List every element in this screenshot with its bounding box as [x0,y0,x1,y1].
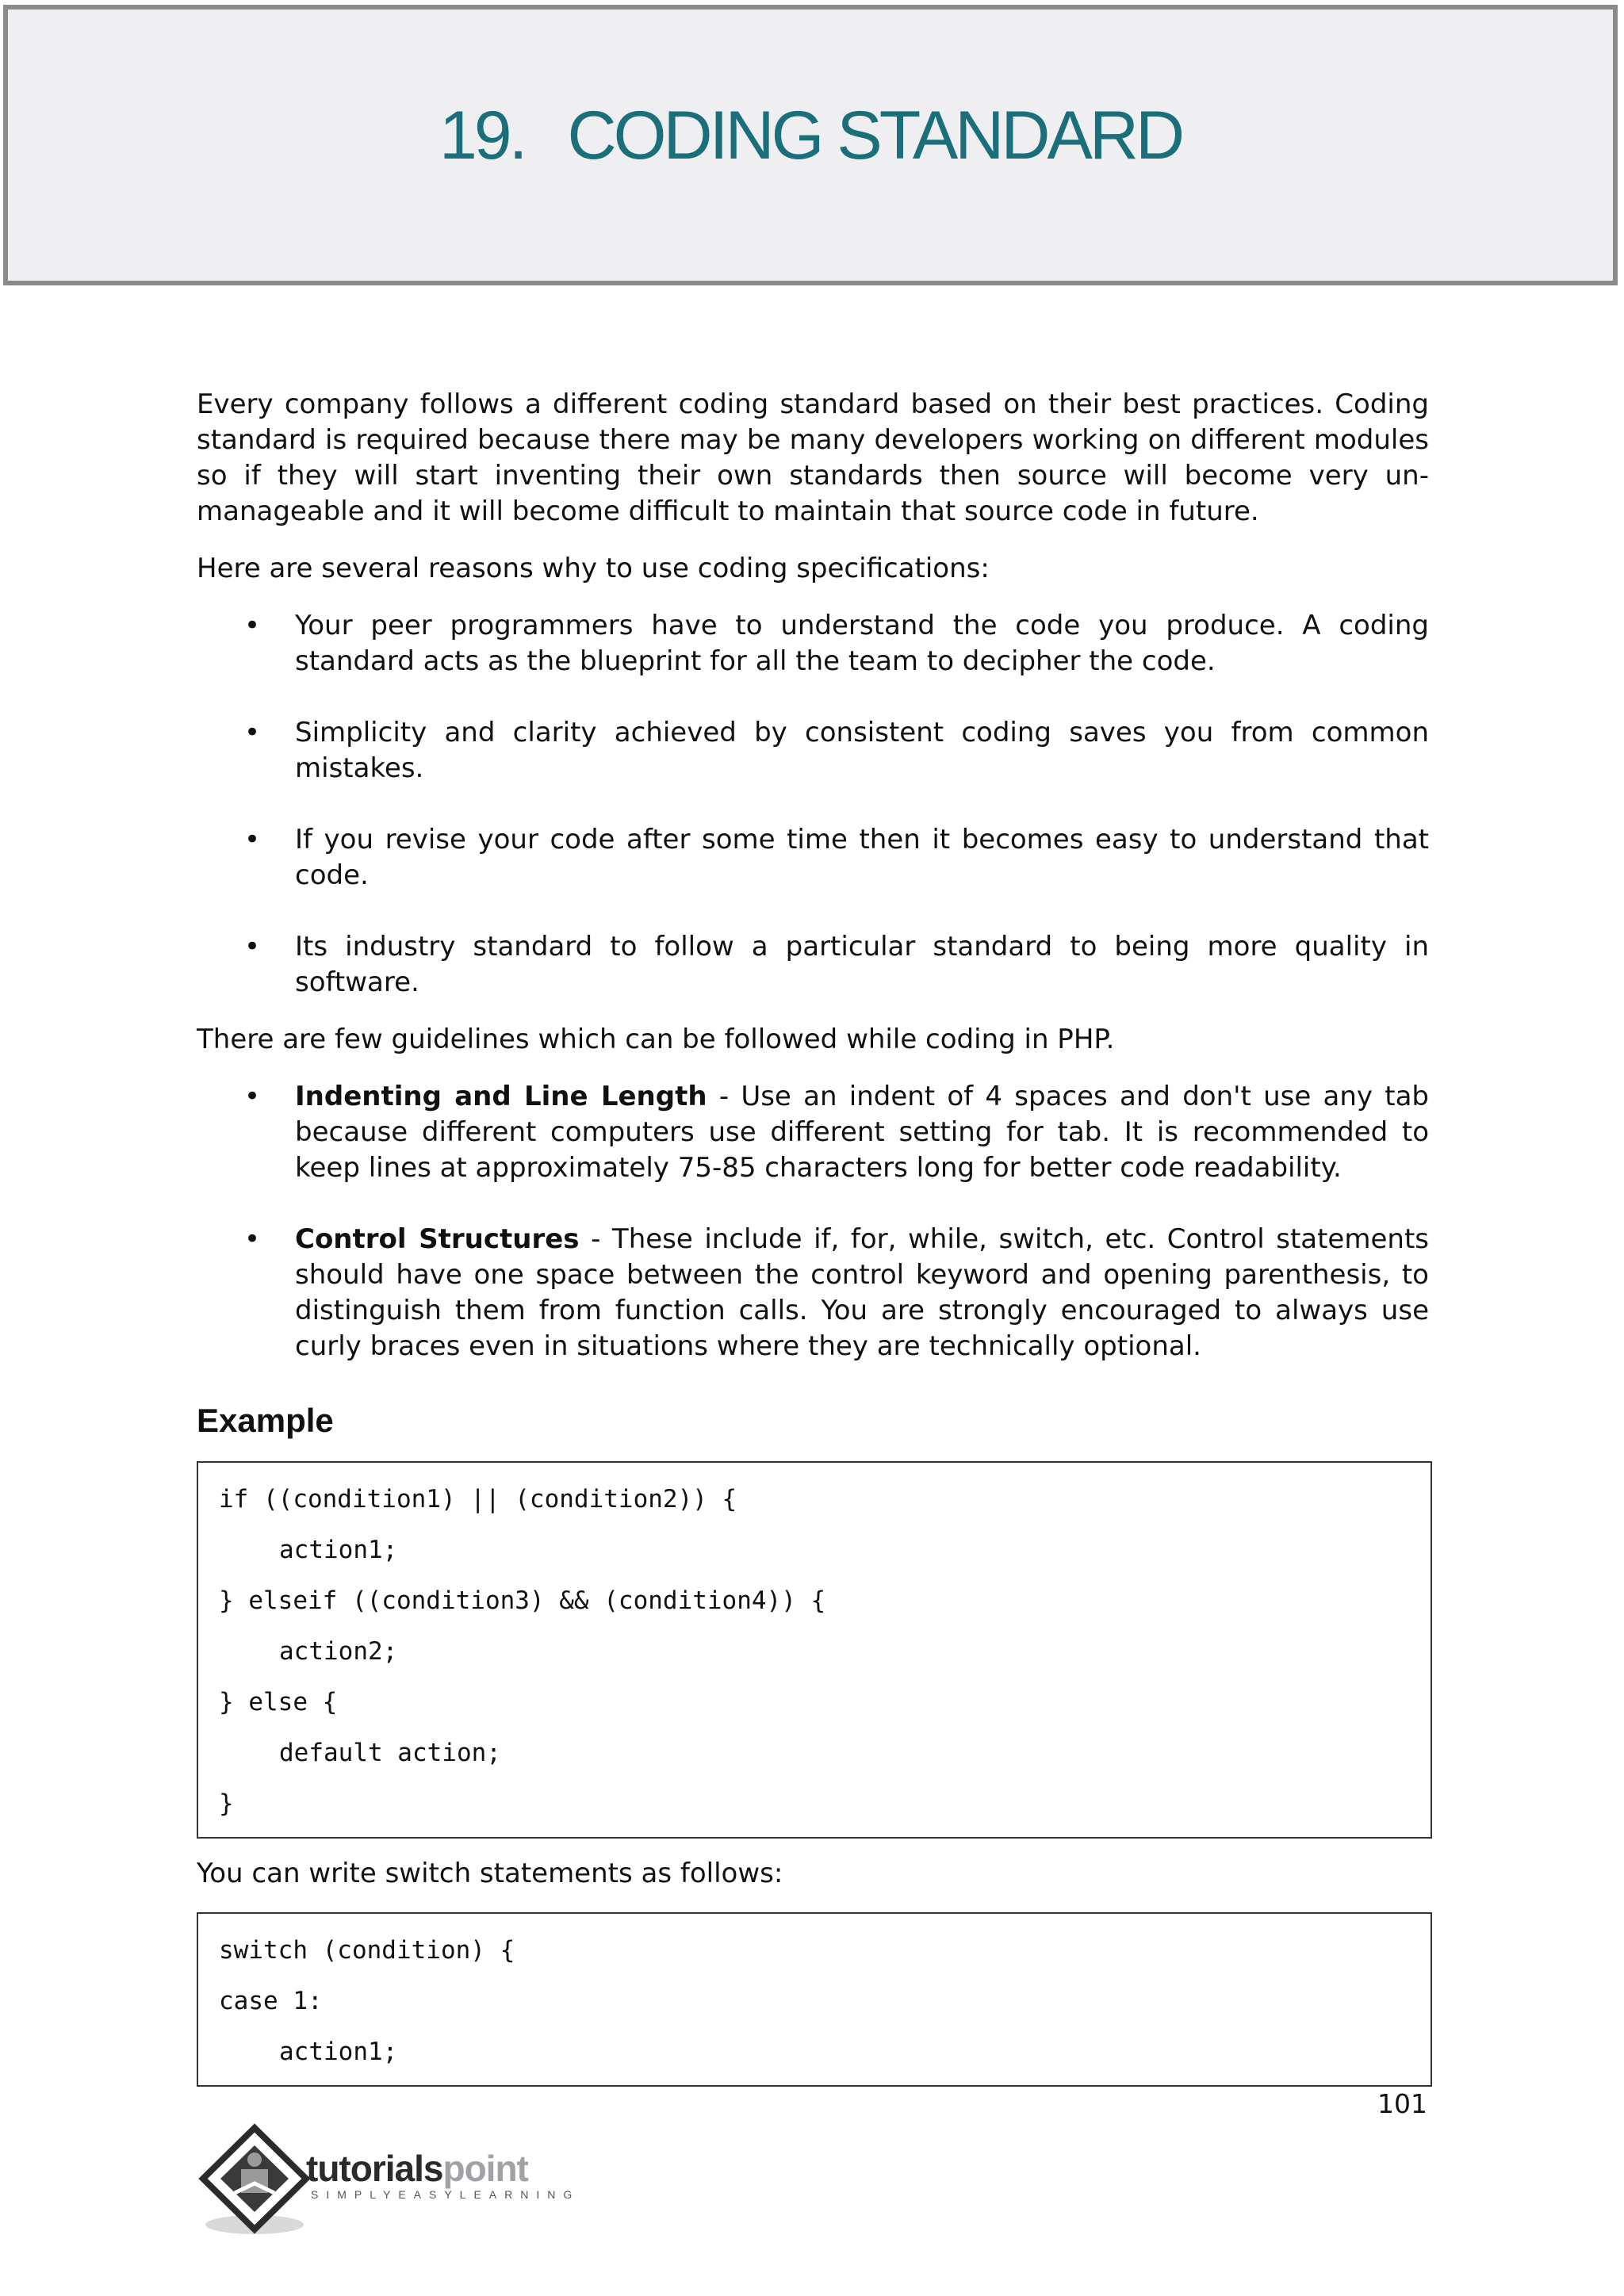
example-heading: Example [197,1402,334,1439]
code-line: action1; [279,2038,398,2066]
bullet-icon: • [244,610,261,641]
code-line: action1; [279,1536,398,1564]
code-line: default action; [279,1739,501,1767]
tutorialspoint-logo-icon [195,2122,314,2241]
code-line: case 1: [219,1987,323,2015]
bullet-icon: • [244,717,261,748]
reason-text: If you revise your code after some time then it becomes easy to understand that code. [295,824,1429,891]
code-line: switch (condition) { [219,1936,515,1965]
code-line: action2; [279,1637,398,1666]
chapter-number: 19. [439,98,525,174]
code-line: } else { [219,1688,338,1716]
bullet-icon: • [244,931,261,962]
code-block-if [197,1461,1432,1839]
bullet-icon: • [244,1223,261,1255]
code-line: } [219,1789,234,1818]
code-line: if ((condition1) || (condition2)) { [219,1485,737,1513]
reasons-list [197,608,1429,1001]
reasons-lead: Here are several reasons why to use coding specifications: [197,553,990,584]
logo-wordmark: tutorialspoint [306,2148,528,2189]
chapter-title-text: CODING STANDARD [567,98,1182,174]
page-content [197,387,1429,2087]
guideline-term: Control Structures [295,1223,580,1255]
reason-text: Simplicity and clarity achieved by consistent coding saves you from common mistakes. [295,717,1429,784]
guideline-text: - Use an indent of 4 spaces and don't use any tab because different computers use different setting for tab. It is recommended to keep lines at approximately 75-85 characters long for better code readability. [295,1081,1430,1184]
list-item [197,715,1429,786]
intro-paragraph: Every company follows a different coding standard based on their best practices. Coding standard is required because there may be many developers working on different modules so if they will start inventing their own standards then source will become very un-manageable and it will become difficult to maintain that source code in future. [197,388,1429,527]
list-item [197,608,1429,679]
guidelines-list [197,1079,1429,1364]
page-number: 101 [1377,2088,1427,2119]
guideline-text: - These include if, for, while, switch, etc. Control statements should have one space between the control keyword and opening parenthesis, to distinguish them from function calls. You are strongly encouraged to always use curly braces even in situations where they are technically optional. [295,1223,1429,1362]
guidelines-lead: There are few guidelines which can be followed while coding in PHP. [197,1024,1115,1055]
switch-lead: You can write switch statements as follows: [197,1858,783,1889]
reason-text: Its industry standard to follow a particular standard to being more quality in software. [295,931,1429,998]
list-item [197,822,1429,894]
list-item [197,1079,1429,1186]
list-item [197,1222,1429,1364]
code-line: } elseif ((condition3) && (condition4)) { [219,1586,826,1615]
reason-text: Your peer programmers have to understand the code you produce. A coding standard acts as the blueprint for all the team to decipher the code. [295,610,1429,677]
logo-tagline: SIMPLYEASYLEARNING [311,2188,580,2201]
code-block-switch [197,1912,1432,2087]
chapter-header [3,5,1618,285]
bullet-icon: • [244,1081,261,1112]
chapter-title [8,97,1613,175]
guideline-term: Indenting and Line Length [295,1081,707,1112]
list-item [197,929,1429,1001]
bullet-icon: • [244,824,261,855]
